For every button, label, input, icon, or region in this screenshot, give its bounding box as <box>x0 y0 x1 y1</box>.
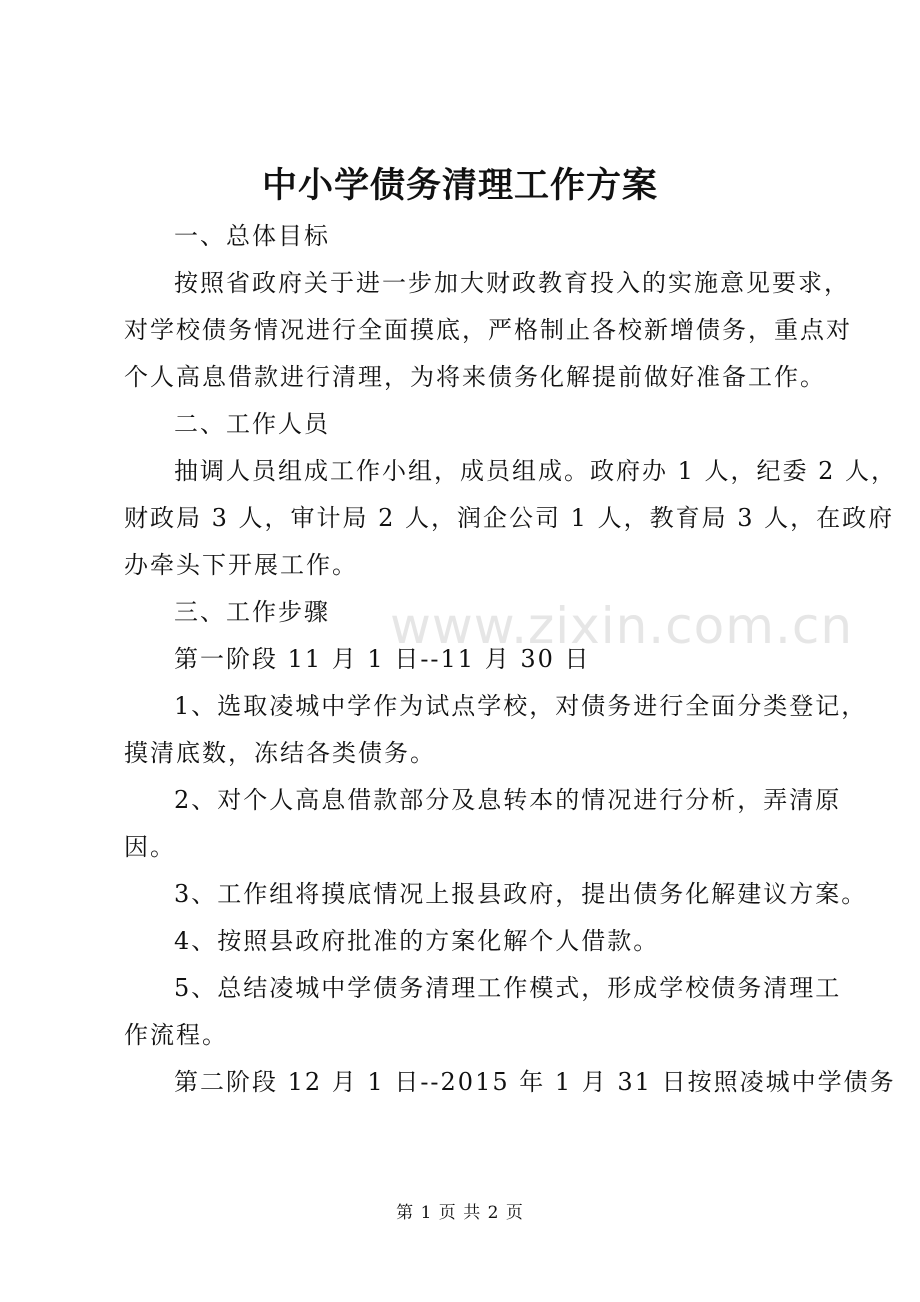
heading-staff: 二、工作人员 <box>174 410 330 438</box>
watermark: www.zixin.com.cn <box>390 597 854 655</box>
step-4: 4、按照县政府批准的方案化解个人借款。 <box>174 927 660 955</box>
paragraph-overall-goal: 按照省政府关于进一步加大财政教育投入的实施意见要求， 对学校债务情况进行全面摸底，严格制止各校新增债务，重点对 个人高息借款进行清理，为将来债务化解提前做好准备工作。 <box>124 269 852 391</box>
paragraph-staff: 抽调人员组成工作小组，成员组成。政府办 1 人，纪委 2 人， 财政局 3 人，审计局 2 人，润企公司 1 人，教育局 3 人，在政府 办牵头下开展工作。 <box>124 457 898 579</box>
step-1: 1、选取凌城中学作为试点学校，对债务进行全面分类登记， 摸清底数，冻结各类债务。 <box>124 692 868 767</box>
step-5: 5、总结凌城中学债务清理工作模式，形成学校债务清理工 作流程。 <box>124 974 842 1049</box>
document-title: 中小学债务清理工作方案 <box>261 165 658 206</box>
heading-overall-goal: 一、总体目标 <box>174 222 330 250</box>
step-2: 2、对个人高息借款部分及息转本的情况进行分析，弄清原 因。 <box>124 786 842 861</box>
phase-one-heading: 第一阶段 11 月 1 日--11 月 30 日 <box>174 645 591 673</box>
heading-steps: 三、工作步骤 <box>174 598 330 626</box>
step-3: 3、工作组将摸底情况上报县政府，提出债务化解建议方案。 <box>174 880 868 908</box>
phase-two-heading: 第二阶段 12 月 1 日--2015 年 1 月 31 日按照凌城中学债务 <box>174 1068 896 1096</box>
document-body <box>124 213 898 1106</box>
page-footer: 第 1 页 共 2 页 <box>396 1203 524 1223</box>
